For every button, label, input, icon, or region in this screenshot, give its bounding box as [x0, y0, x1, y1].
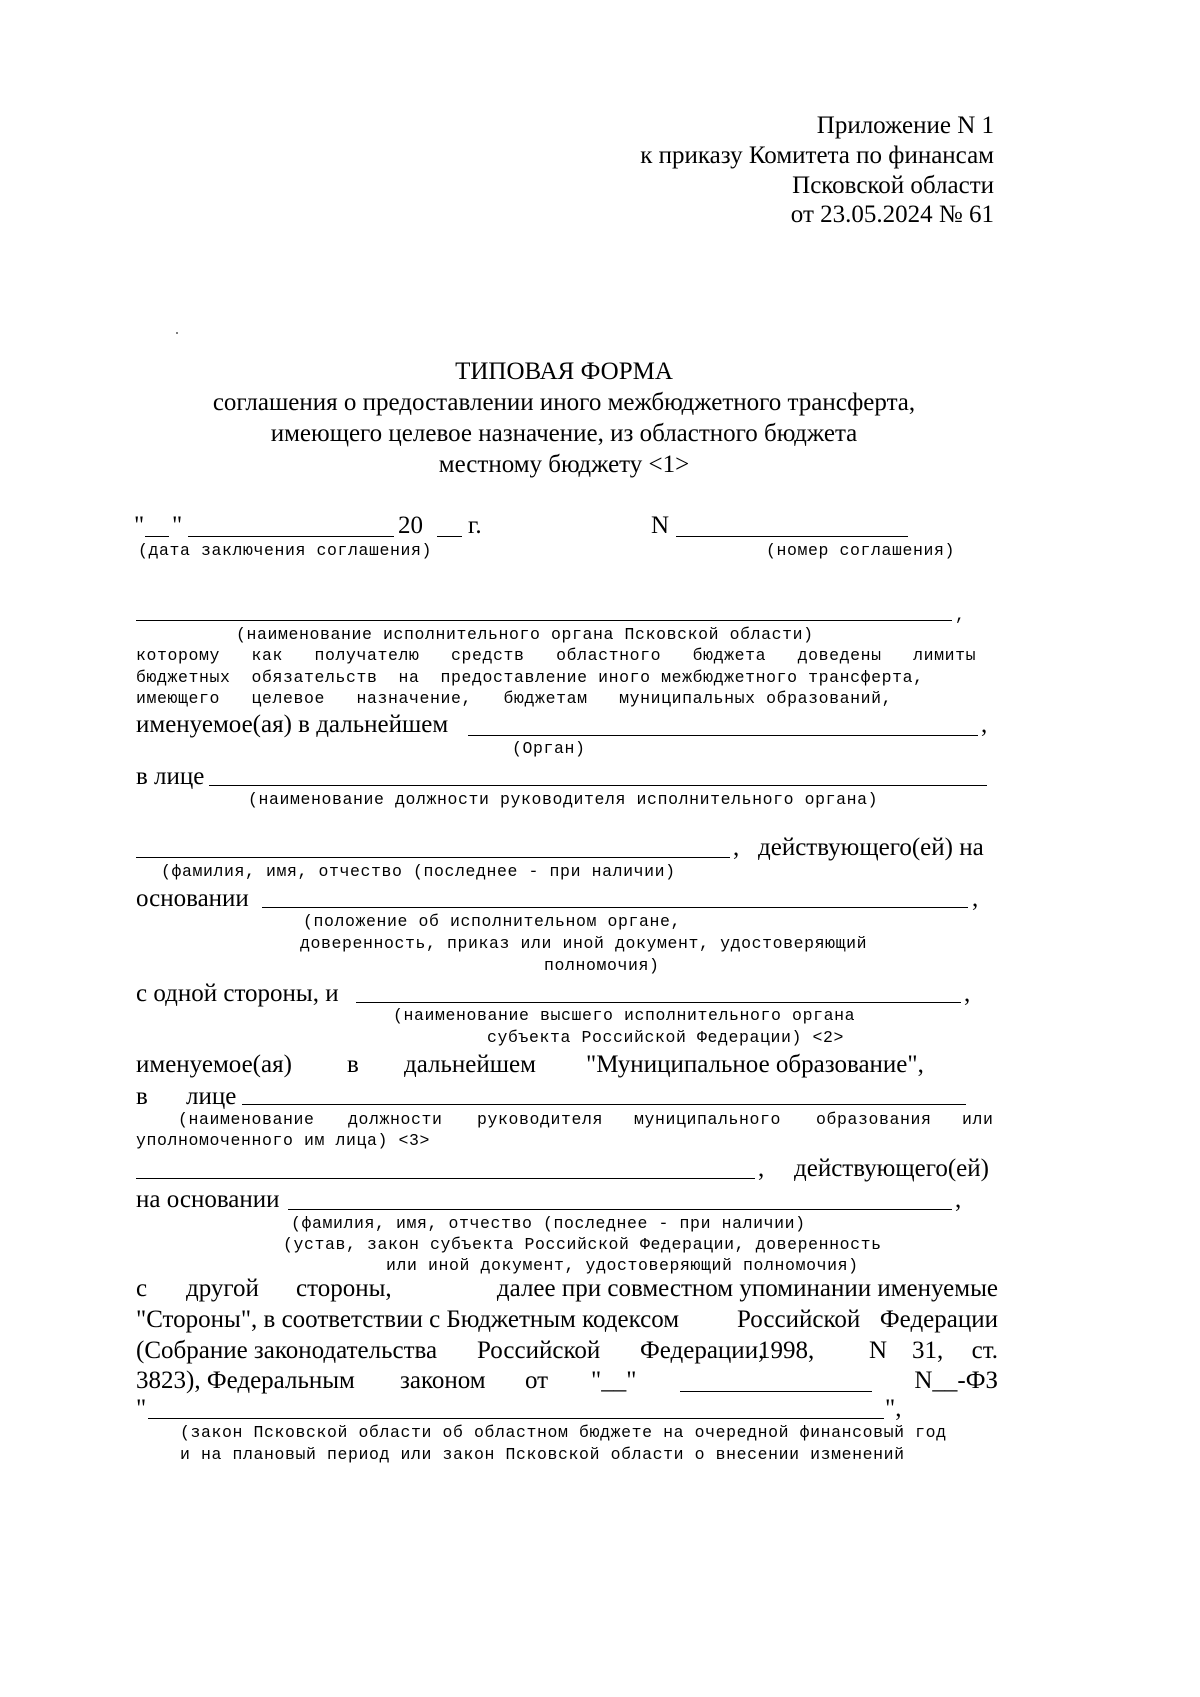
law-word: "__": [591, 1367, 637, 1394]
document-subtitle-line1: соглашения о предоставлении иного межбюджетного трансферта,: [212, 389, 916, 416]
law-date-line[interactable]: [680, 1391, 872, 1392]
date-quote-close: ": [172, 512, 183, 539]
collection-word: N: [869, 1337, 888, 1364]
law-word: 3823), Федеральным: [136, 1367, 355, 1394]
appendix-order-line: к приказу Комитета по финансам: [640, 142, 994, 169]
charter-hint-line1: (устав, закон субъекта Российской Федерации, доверенность: [283, 1235, 882, 1254]
date-quote-open: ": [134, 512, 145, 539]
appendix-number: Приложение N 1: [816, 112, 994, 139]
mo-word: "Муниципальное образование",: [586, 1051, 924, 1078]
other-side-word: далее при совместном упоминании именуемые: [496, 1275, 998, 1302]
comma: ,: [955, 1186, 962, 1213]
year-blank-line[interactable]: [437, 536, 462, 537]
day-blank-line[interactable]: [145, 536, 169, 537]
other-side-word: стороны,: [296, 1275, 392, 1302]
collection-word: 31,: [912, 1337, 944, 1364]
comma: ,: [964, 980, 971, 1007]
comma: ,: [758, 1155, 765, 1182]
number-hint: (номер соглашения): [766, 541, 956, 560]
law-title-quote-close: ",: [885, 1395, 902, 1422]
year-prefix: 20: [398, 512, 423, 539]
law-word: от: [525, 1367, 549, 1394]
law-word: N__-ФЗ: [914, 1367, 998, 1394]
collection-word: Российской: [477, 1337, 601, 1364]
month-blank-line[interactable]: [188, 536, 394, 537]
collection-word: ст.: [971, 1337, 998, 1364]
scan-speck: [176, 332, 178, 334]
one-side-label: с одной стороны, и: [136, 980, 339, 1007]
fio-hint: (фамилия, имя, отчество (последнее - при наличии): [161, 862, 676, 881]
basis-hint-line3: полномочия): [544, 956, 660, 975]
document-subtitle-line3: местному бюджету <1>: [438, 451, 690, 478]
mo-head-hint-word: или: [962, 1110, 994, 1129]
basis-document-line[interactable]: [262, 907, 968, 908]
comma: ,: [955, 606, 966, 625]
mo-head-hint-word: образования: [816, 1110, 932, 1129]
in-person-label: в лице: [136, 763, 205, 790]
organ-short-name-line[interactable]: [468, 735, 978, 736]
mo-in-label: в: [136, 1083, 148, 1110]
organ-name-line[interactable]: [136, 620, 952, 621]
basis-hint-line1: (положение об исполнительном органе,: [303, 912, 682, 931]
mo-head-hint-word: (наименование: [178, 1110, 315, 1129]
hereinafter-label: именуемое(ая) в дальнейшем: [136, 711, 449, 738]
law-title-quote-open: ": [136, 1395, 147, 1422]
collection-word: 1998,: [758, 1337, 815, 1364]
parties-word: Российской: [737, 1306, 861, 1333]
on-basis-label: на основании: [136, 1186, 280, 1213]
acting-on-label: действующего(ей) на: [758, 834, 984, 861]
mo-acting-label: действующего(ей): [794, 1155, 989, 1182]
fio-hint-2: (фамилия, имя, отчество (последнее - при наличии): [291, 1214, 806, 1233]
date-hint: (дата заключения соглашения): [138, 541, 433, 560]
higher-organ-line[interactable]: [356, 1002, 961, 1003]
year-suffix: г.: [468, 512, 482, 539]
recipient-text-line2: бюджетных обязательств на предоставление иного межбюджетного трансферта,: [136, 668, 924, 687]
document-title: ТИПОВАЯ ФОРМА: [455, 358, 673, 385]
mo-head-hint-word: должности: [348, 1110, 443, 1129]
budget-law-hint-line2: и на плановый период или закон Псковской области о внесении изменений: [180, 1445, 905, 1464]
basis-hint-line2: доверенность, приказ или иной документ, удостоверяющий: [300, 934, 868, 953]
head-position-hint: (наименование должности руководителя исполнительного органа): [248, 790, 879, 809]
appendix-region-line: Псковской области: [792, 172, 994, 199]
head-position-line[interactable]: [209, 785, 987, 786]
parties-word: Федерации: [879, 1306, 998, 1333]
mo-head-fio-line[interactable]: [136, 1178, 755, 1179]
law-word: законом: [400, 1367, 486, 1394]
comma: ,: [733, 834, 740, 861]
mo-word: именуемое(ая): [136, 1051, 292, 1078]
recipient-text-line1: которому как получателю средств областного бюджета доведены лимиты: [136, 646, 977, 665]
law-title-line[interactable]: [148, 1418, 884, 1419]
other-side-word: другой: [186, 1275, 259, 1302]
agreement-number-line[interactable]: [676, 536, 908, 537]
other-side-word: с: [136, 1275, 148, 1302]
recipient-text-line3: имеющего целевое назначение, бюджетам муниципальных образований,: [136, 689, 893, 708]
higher-organ-hint-line2: субъекта Российской Федерации) <2>: [487, 1028, 845, 1047]
budget-law-hint-line1: (закон Псковской области об областном бюджете на очередной финансовый год: [180, 1423, 947, 1442]
mo-head-hint-word: руководителя: [477, 1110, 604, 1129]
number-sign: N: [651, 512, 670, 539]
appendix-date-line: от 23.05.2024 № 61: [790, 201, 994, 228]
mo-word: дальнейшем: [404, 1051, 536, 1078]
higher-organ-hint-line1: (наименование высшего исполнительного органа: [393, 1006, 856, 1025]
mo-head-position-line[interactable]: [242, 1104, 966, 1105]
comma: ,: [981, 711, 988, 738]
mo-head-hint-word: муниципального: [634, 1110, 782, 1129]
head-fio-line[interactable]: [136, 857, 730, 858]
collection-word: (Собрание законодательства: [136, 1337, 438, 1364]
comma: ,: [972, 885, 979, 912]
organ-hint: (Орган): [512, 739, 586, 758]
charter-hint-line2: или иной документ, удостоверяющий полномочия): [386, 1256, 859, 1275]
parties-word: "Стороны", в соответствии с Бюджетным кодексом: [136, 1306, 680, 1333]
organ-name-hint: (наименование исполнительного органа Псковской области): [236, 625, 814, 644]
basis-label: основании: [136, 885, 249, 912]
mo-basis-line[interactable]: [288, 1209, 952, 1210]
collection-word: Федерации,: [640, 1337, 765, 1364]
mo-word: в: [347, 1051, 359, 1078]
mo-head-hint-line2: уполномоченного им лица) <3>: [136, 1131, 431, 1150]
mo-person-label: лице: [186, 1083, 237, 1110]
document-subtitle-line2: имеющего целевое назначение, из областного бюджета: [270, 420, 858, 447]
